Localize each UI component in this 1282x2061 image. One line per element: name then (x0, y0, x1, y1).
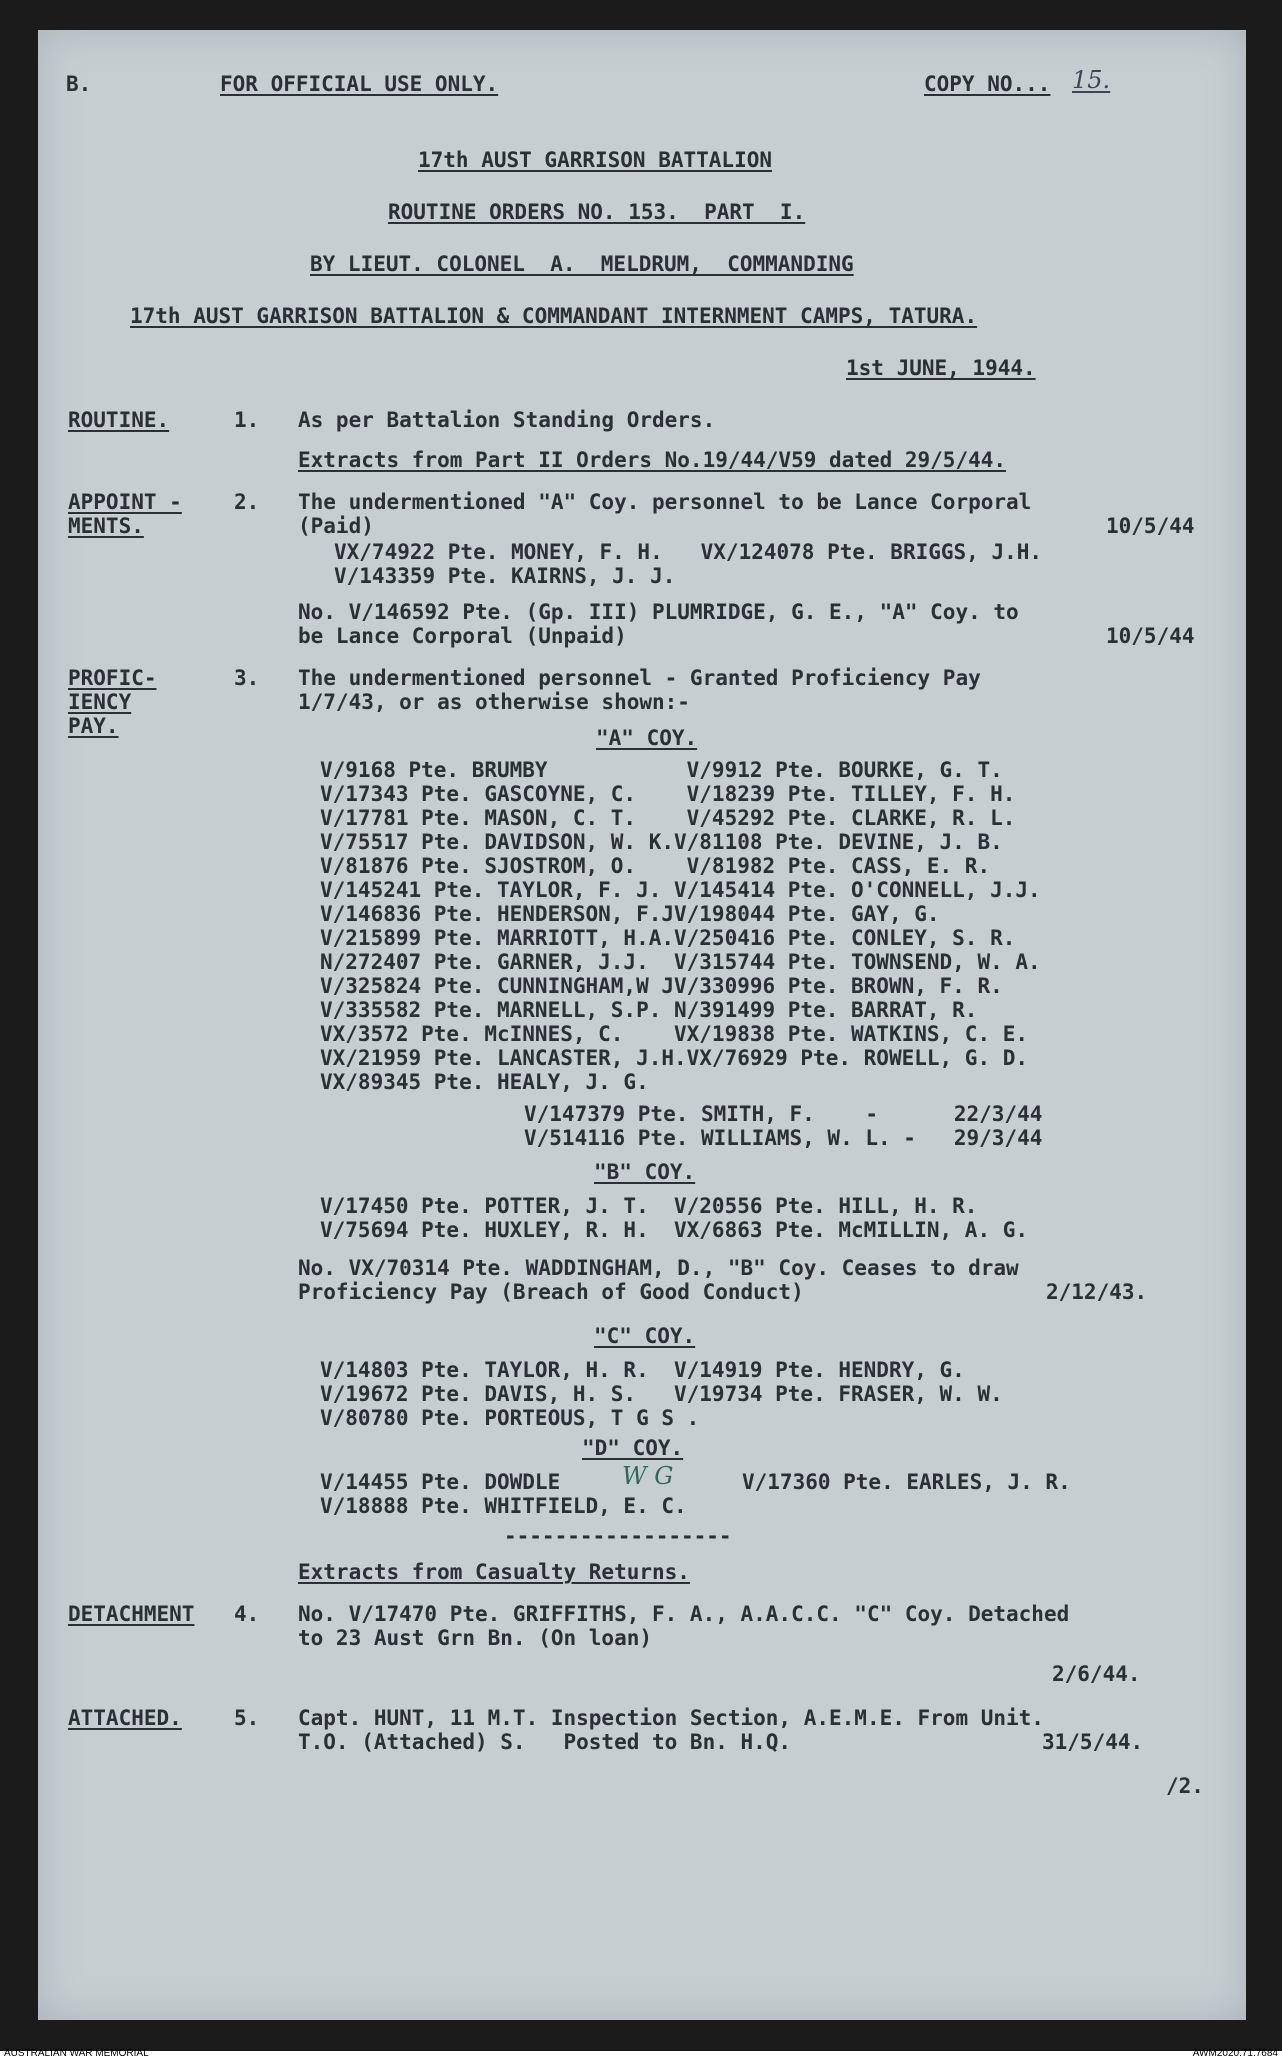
attached-line: T.O. (Attached) S. Posted to Bn. H.Q. (298, 1730, 792, 1754)
appointments-line: The undermentioned "A" Coy. personnel to be Lance Corporal (298, 490, 1032, 514)
attached-date: 31/5/44. (1042, 1730, 1144, 1754)
personnel-row: V/325824 Pte. CUNNINGHAM,W JV/330996 Pte. BROWN, F. R. (320, 974, 1003, 998)
personnel-row: VX/3572 Pte. McINNES, C. VX/19838 Pte. WATKINS, C. E. (320, 1022, 1029, 1046)
personnel-row: VX/21959 Pte. LANCASTER, J.H.VX/76929 Pte. ROWELL, G. D. (320, 1046, 1029, 1070)
unit-title: 17th AUST GARRISON BATTALION (418, 148, 773, 172)
classification: FOR OFFICIAL USE ONLY. (220, 72, 499, 96)
personnel-row: V/17450 Pte. POTTER, J. T. V/20556 Pte. HILL, H. R. (320, 1194, 978, 1218)
personnel-row: N/272407 Pte. GARNER, J.J. V/315744 Pte. TOWNSEND, W. A. (320, 950, 1041, 974)
detachment-heading: DETACHMENT (68, 1602, 195, 1626)
personnel-row: V/147379 Pte. SMITH, F. - 22/3/44 (524, 1102, 1043, 1126)
personnel-row: V/80780 Pte. PORTEOUS, T G S . (320, 1406, 700, 1430)
section-number: 2. (234, 490, 260, 514)
cease-line: No. VX/70314 Pte. WADDINGHAM, D., "B" Coy. Ceases to draw (298, 1256, 1019, 1280)
archive-reference: AWM2020.71.7684 (1192, 2048, 1278, 2059)
personnel-row: V/14803 Pte. TAYLOR, H. R. V/14919 Pte. HENDRY, G. (320, 1358, 965, 1382)
personnel-row: V/19672 Pte. DAVIS, H. S. V/19734 Pte. FRASER, W. W. (320, 1382, 1003, 1406)
personnel-row: V/145241 Pte. TAYLOR, F. J. V/145414 Pte. O'CONNELL, J.J. (320, 878, 1041, 902)
proficiency-heading-3: PAY. (68, 714, 119, 738)
proficiency-line: 1/7/43, or as otherwise shown:- (298, 690, 690, 714)
archive-credit: AUSTRALIAN WAR MEMORIAL (4, 2048, 149, 2059)
personnel-row: V/17781 Pte. MASON, C. T. V/45292 Pte. CLARKE, R. L. (320, 806, 1016, 830)
section-number: 5. (234, 1706, 260, 1730)
cease-line: Proficiency Pay (Breach of Good Conduct) (298, 1280, 804, 1304)
commanding-officer: BY LIEUT. COLONEL A. MELDRUM, COMMANDING (310, 252, 854, 276)
section-number: 3. (234, 666, 260, 690)
personnel-row: V/143359 Pte. KAIRNS, J. J. (334, 564, 676, 588)
appointments-line: be Lance Corporal (Unpaid) (298, 624, 627, 648)
section-number: 1. (234, 408, 260, 432)
attached-line: Capt. HUNT, 11 M.T. Inspection Section, A.E.M.E. From Unit. (298, 1706, 1044, 1730)
section-number: 4. (234, 1602, 260, 1626)
proficiency-heading-1: PROFIC- (68, 666, 157, 690)
attached-heading: ATTACHED. (68, 1706, 182, 1730)
appointments-line: No. V/146592 Pte. (Gp. III) PLUMRIDGE, G. E., "A" Coy. to (298, 600, 1019, 624)
routine-heading: ROUTINE. (68, 408, 170, 432)
extracts-heading: Extracts from Part II Orders No.19/44/V59 dated 29/5/44. (298, 448, 1007, 472)
company-heading: "C" COY. (594, 1324, 696, 1348)
separator: ------------------ (504, 1524, 732, 1548)
personnel-row: V/75694 Pte. HUXLEY, R. H. VX/6863 Pte. McMILLIN, A. G. (320, 1218, 1029, 1242)
appointment-date: 10/5/44 (1106, 514, 1195, 538)
appointments-line: (Paid) (298, 514, 374, 538)
personnel-row: V/81876 Pte. SJOSTROM, O. V/81982 Pte. CASS, E. R. (320, 854, 991, 878)
cease-date: 2/12/43. (1046, 1280, 1148, 1304)
copy-number: 15. (1072, 66, 1111, 94)
personnel-row: V/17360 Pte. EARLES, J. R. (742, 1470, 1071, 1494)
orders-title: ROUTINE ORDERS NO. 153. PART I. (388, 200, 806, 224)
personnel-row: V/17343 Pte. GASCOYNE, C. V/18239 Pte. TILLEY, F. H. (320, 782, 1016, 806)
personnel-row: V/215899 Pte. MARRIOTT, H.A.V/250416 Pte. CONLEY, S. R. (320, 926, 1016, 950)
personnel-row: V/146836 Pte. HENDERSON, F.JV/198044 Pte. GAY, G. (320, 902, 940, 926)
proficiency-line: The undermentioned personnel - Granted Proficiency Pay (298, 666, 981, 690)
personnel-row: V/514116 Pte. WILLIAMS, W. L. - 29/3/44 (524, 1126, 1043, 1150)
personnel-row: VX/74922 Pte. MONEY, F. H. VX/124078 Pte. BRIGGS, J.H. (334, 540, 1043, 564)
personnel-row: V/18888 Pte. WHITFIELD, E. C. (320, 1494, 687, 1518)
proficiency-heading-2: IENCY (68, 690, 132, 714)
order-date: 1st JUNE, 1944. (846, 356, 1036, 380)
company-heading: "B" COY. (594, 1160, 696, 1184)
company-heading: "A" COY. (596, 726, 698, 750)
appointment-date: 10/5/44 (1106, 624, 1195, 648)
detachment-line: to 23 Aust Grn Bn. (On loan) (298, 1626, 653, 1650)
page-continue: /2. (1166, 1774, 1204, 1798)
company-heading: "D" COY. (582, 1436, 684, 1460)
appointments-heading-1: APPOINT - (68, 490, 182, 514)
handwritten-initials: W G (622, 1462, 674, 1490)
copy-label: COPY NO... (924, 72, 1051, 96)
personnel-row: V/9168 Pte. BRUMBY V/9912 Pte. BOURKE, G. T. (320, 758, 1003, 782)
personnel-row: V/14455 Pte. DOWDLE (320, 1470, 561, 1494)
appointments-heading-2: MENTS. (68, 514, 144, 538)
detachment-date: 2/6/44. (1052, 1662, 1141, 1686)
document-page (38, 30, 1246, 2020)
command-title: 17th AUST GARRISON BATTALION & COMMANDANT INTERNMENT CAMPS, TATURA. (130, 304, 978, 328)
personnel-row: V/335582 Pte. MARNELL, S.P. N/391499 Pte. BARRAT, R. (320, 998, 978, 1022)
casualty-heading: Extracts from Casualty Returns. (298, 1560, 690, 1584)
page-label: B. (66, 72, 92, 96)
personnel-row: V/75517 Pte. DAVIDSON, W. K.V/81108 Pte. DEVINE, J. B. (320, 830, 1003, 854)
detachment-line: No. V/17470 Pte. GRIFFITHS, F. A., A.A.C.C. "C" Coy. Detached (298, 1602, 1070, 1626)
routine-text: As per Battalion Standing Orders. (298, 408, 716, 432)
personnel-row: VX/89345 Pte. HEALY, J. G. (320, 1070, 649, 1094)
